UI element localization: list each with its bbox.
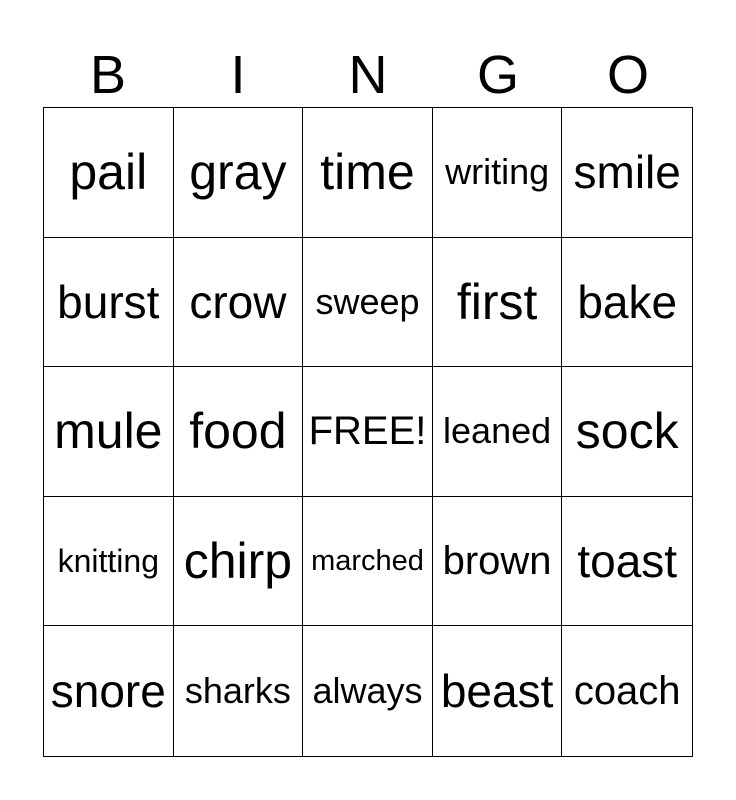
- header-letter-n: N: [348, 45, 388, 105]
- bingo-cell[interactable]: pail: [44, 108, 174, 238]
- bingo-cell[interactable]: bake: [562, 238, 692, 368]
- header-letter-o: O: [606, 45, 649, 105]
- bingo-board: [43, 107, 693, 757]
- bingo-cell[interactable]: knitting: [44, 497, 174, 627]
- bingo-cell[interactable]: first: [433, 238, 563, 368]
- bingo-cell[interactable]: time: [303, 108, 433, 238]
- bingo-cell[interactable]: burst: [44, 238, 174, 368]
- bingo-cell[interactable]: brown: [433, 497, 563, 627]
- bingo-cell[interactable]: food: [174, 367, 304, 497]
- bingo-cell[interactable]: mule: [44, 367, 174, 497]
- bingo-cell[interactable]: beast: [433, 626, 563, 756]
- bingo-cell[interactable]: marched: [303, 497, 433, 627]
- header-letter-i: I: [230, 45, 246, 105]
- bingo-cell[interactable]: sharks: [174, 626, 304, 756]
- bingo-cell[interactable]: gray: [174, 108, 304, 238]
- bingo-cell[interactable]: crow: [174, 238, 304, 368]
- bingo-cell[interactable]: snore: [44, 626, 174, 756]
- bingo-cell[interactable]: leaned: [433, 367, 563, 497]
- bingo-cell[interactable]: chirp: [174, 497, 304, 627]
- bingo-cell[interactable]: always: [303, 626, 433, 756]
- bingo-cell[interactable]: toast: [562, 497, 692, 627]
- free-space-cell[interactable]: FREE!: [303, 367, 433, 497]
- bingo-cell[interactable]: sweep: [303, 238, 433, 368]
- bingo-cell[interactable]: sock: [562, 367, 692, 497]
- header-letter-b: B: [89, 45, 127, 105]
- header-letter-g: G: [476, 45, 519, 105]
- bingo-header: [43, 44, 693, 106]
- bingo-cell[interactable]: smile: [562, 108, 692, 238]
- bingo-cell[interactable]: coach: [573, 669, 681, 714]
- bingo-cell[interactable]: writing: [433, 108, 563, 238]
